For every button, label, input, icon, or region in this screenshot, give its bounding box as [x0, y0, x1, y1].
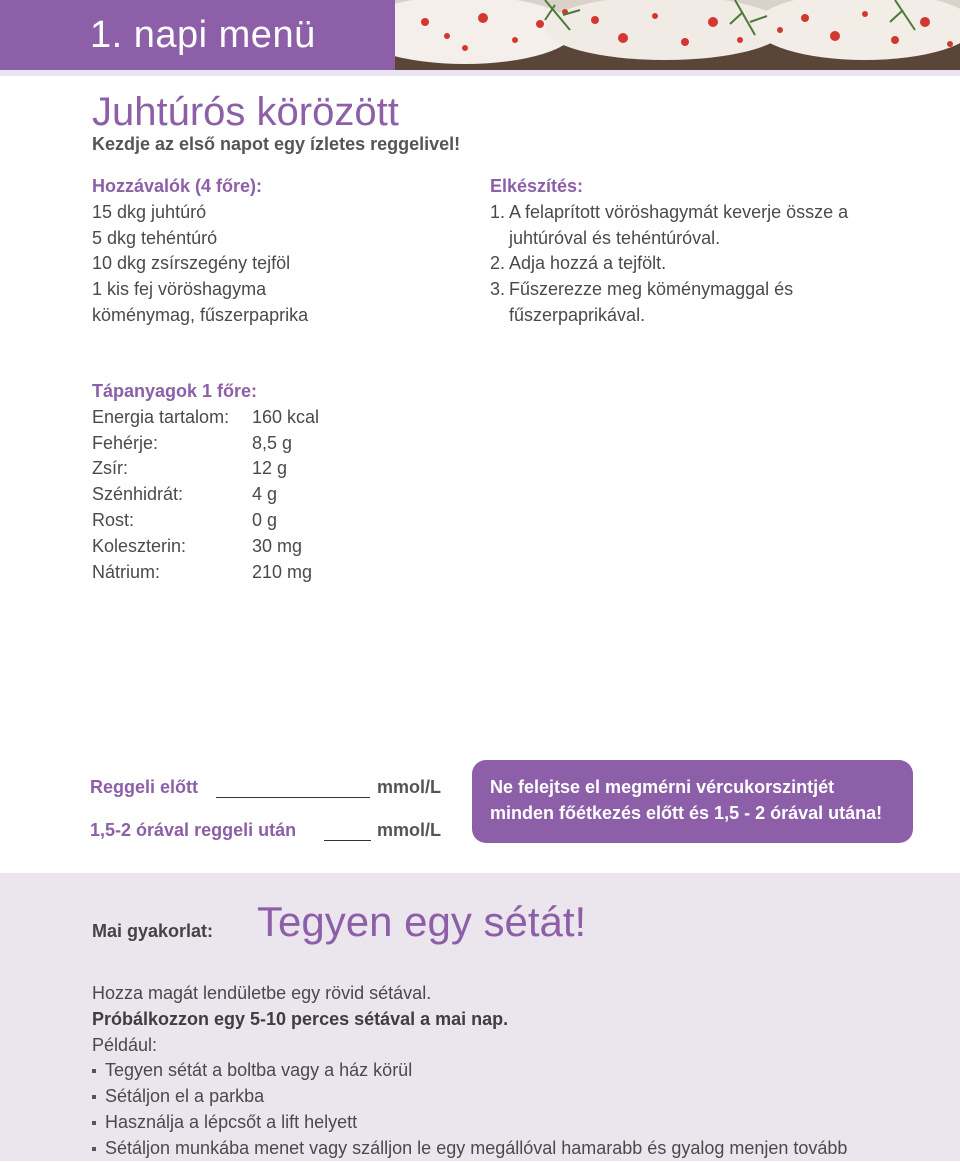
nutrient-label: Rost: — [92, 509, 135, 530]
nutrient-label: Zsír: — [92, 458, 128, 479]
header-title: 1. napi menü — [90, 14, 316, 56]
nutrient-row — [92, 431, 452, 457]
ingredients-section — [92, 174, 452, 329]
preparation-step — [490, 200, 890, 252]
exercise-list-item — [92, 1110, 932, 1136]
nutrient-value: 8,5 g — [252, 432, 293, 453]
ingredient-item: 5 dkg tehéntúró — [92, 227, 218, 248]
nutrient-value: 4 g — [252, 484, 278, 505]
bullet-icon — [92, 1121, 96, 1125]
nutrient-row — [92, 534, 452, 560]
bullet-icon — [92, 1095, 96, 1099]
exercise-list-item — [92, 1136, 932, 1162]
exercise-item-text: Sétáljon el a parkba — [105, 1086, 265, 1107]
ingredient-item: 1 kis fej vöröshagyma — [92, 279, 267, 300]
preparation-heading: Elkészítés: — [490, 176, 584, 196]
step-line: A felaprított vöröshagymát keverje össze a — [509, 201, 849, 222]
after-breakfast-input-line[interactable] — [324, 840, 371, 841]
nutrient-value: 0 g — [252, 509, 278, 530]
header-photo — [395, 0, 960, 70]
nutrient-value: 210 mg — [252, 561, 313, 582]
nutrient-row — [92, 508, 452, 534]
nutrient-row — [92, 482, 452, 508]
step-line: Fűszerezze meg köménymaggal és — [509, 279, 794, 300]
recipe-subtitle: Kezdje az első napot egy ízletes reggelivel! — [92, 134, 461, 154]
header-divider — [0, 70, 960, 76]
exercise-intro: Hozza magát lendületbe egy rövid sétával. — [92, 983, 432, 1003]
ingredient-item: 15 dkg juhtúró — [92, 201, 207, 222]
nutrients-section — [92, 379, 452, 585]
step-line: juhtúróval és tehéntúróval. — [509, 227, 721, 248]
nutrient-label: Energia tartalom: — [92, 406, 230, 427]
step-number: 2. — [490, 253, 506, 274]
before-breakfast-unit: mmol/L — [377, 777, 442, 797]
exercise-list-item — [92, 1058, 932, 1084]
preparation-section — [490, 174, 890, 329]
exercise-list — [92, 1058, 932, 1161]
nutrient-label: Fehérje: — [92, 432, 159, 453]
step-number: 3. — [490, 279, 506, 300]
nutrient-value: 30 mg — [252, 535, 303, 556]
preparation-step — [490, 277, 890, 329]
nutrient-value: 12 g — [252, 458, 288, 479]
exercise-example-label: Például: — [92, 1034, 158, 1055]
ingredient-item: köménymag, fűszerpaprika — [92, 304, 309, 325]
nutrient-row — [92, 560, 452, 586]
reminder-box — [472, 760, 913, 843]
exercise-item-text: Használja a lépcsőt a lift helyett — [105, 1111, 358, 1132]
reminder-line: Ne felejtse el megmérni vércukorszintjét — [490, 777, 835, 797]
step-line: fűszerpaprikával. — [509, 304, 646, 325]
recipe-title: Juhtúrós körözött — [92, 90, 399, 134]
nutrient-label: Nátrium: — [92, 561, 161, 582]
before-breakfast-label: Reggeli előtt — [90, 777, 199, 797]
preparation-steps — [490, 200, 890, 329]
preparation-step — [490, 251, 890, 277]
nutrient-value: 160 kcal — [252, 406, 320, 427]
exercise-body — [92, 981, 932, 1162]
exercise-label: Mai gyakorlat: — [92, 921, 214, 941]
ingredients-list — [92, 200, 452, 329]
nutrient-row — [92, 456, 452, 482]
exercise-title: Tegyen egy sétát! — [257, 898, 587, 945]
after-breakfast-unit: mmol/L — [377, 820, 442, 840]
nutrient-label: Szénhidrát: — [92, 484, 184, 505]
bullet-icon — [92, 1147, 96, 1151]
reminder-line: minden főétkezés előtt és 1,5 - 2 órával utána! — [490, 802, 883, 823]
after-breakfast-label: 1,5-2 órával reggeli után — [90, 820, 297, 840]
exercise-bold-line: Próbálkozzon egy 5-10 perces sétával a mai nap. — [92, 1008, 509, 1029]
ingredient-item: 10 dkg zsírszegény tejföl — [92, 253, 291, 274]
exercise-list-item — [92, 1084, 932, 1110]
step-number: 1. — [490, 201, 506, 222]
nutrient-row — [92, 405, 452, 431]
step-line: Adja hozzá a tejfölt. — [509, 253, 667, 274]
bullet-icon — [92, 1069, 96, 1073]
exercise-item-text: Sétáljon munkába menet vagy szálljon le egy megállóval hamarabb és gyalog menjen tovább — [105, 1137, 848, 1158]
exercise-item-text: Tegyen sétát a boltba vagy a ház körül — [105, 1060, 413, 1081]
food-photo-image — [395, 0, 960, 70]
nutrient-label: Koleszterin: — [92, 535, 187, 556]
nutrients-heading: Tápanyagok 1 főre: — [92, 381, 258, 401]
ingredients-heading: Hozzávalók (4 főre): — [92, 176, 263, 196]
before-breakfast-input-line[interactable] — [216, 797, 370, 798]
